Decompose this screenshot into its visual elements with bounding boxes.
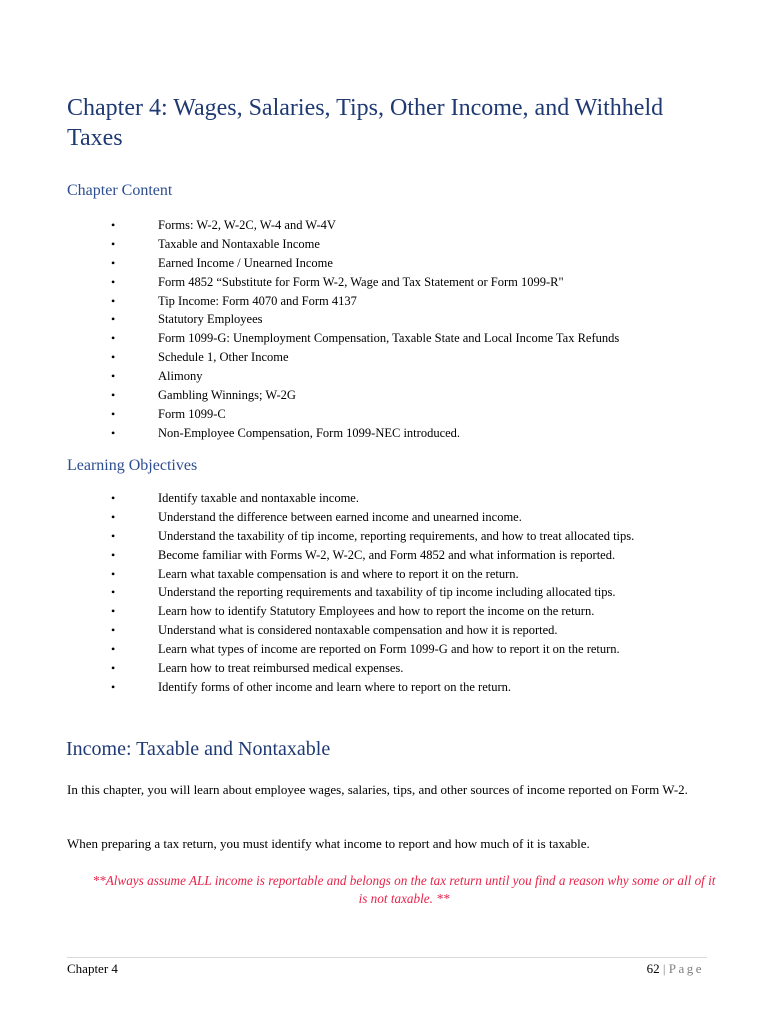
list-item-text: Learn what types of income are reported on Form 1099-G and how to report it on the return. bbox=[158, 642, 620, 657]
bullet-icon: • bbox=[111, 293, 116, 308]
bullet-icon: • bbox=[111, 679, 116, 694]
list-item-text: Schedule 1, Other Income bbox=[158, 350, 289, 365]
list-item bbox=[0, 565, 740, 584]
footer-divider bbox=[67, 957, 707, 958]
list-item bbox=[0, 508, 740, 527]
list-item bbox=[0, 424, 740, 443]
list-item bbox=[0, 405, 740, 424]
list-item-text: Learn how to identify Statutory Employees and how to report the income on the return. bbox=[158, 604, 595, 619]
list-item-text: Forms: W-2, W-2C, W-4 and W-4V bbox=[158, 218, 336, 232]
bullet-icon: • bbox=[111, 528, 116, 543]
bullet-icon: • bbox=[111, 585, 116, 600]
list-item bbox=[0, 386, 740, 405]
footer-page-indicator bbox=[647, 960, 704, 977]
list-item bbox=[0, 235, 740, 254]
list-item-text: Understand the taxability of tip income, reporting requirements, and how to treat allocated tips. bbox=[158, 528, 635, 543]
list-item bbox=[0, 489, 740, 508]
list-item-text: Form 1099-C bbox=[158, 406, 226, 421]
list-item bbox=[0, 348, 740, 367]
list-item-text: Understand what is considered nontaxable compensation and how it is reported. bbox=[158, 623, 558, 638]
chapter-title: Chapter 4: Wages, Salaries, Tips, Other Income, and Withheld Taxes bbox=[67, 95, 664, 151]
list-item-text: Become familiar with Forms W-2, W-2C, and Form 4852 and what information is reported. bbox=[158, 547, 616, 562]
emphasis-note: **Always assume ALL income is reportable and belongs on the tax return until you find a reason why some or all of it is not taxable. ** bbox=[92, 873, 716, 906]
bullet-icon: • bbox=[111, 331, 116, 346]
bullet-icon: • bbox=[111, 491, 116, 505]
footer-separator: | bbox=[662, 961, 666, 976]
intro-paragraph: In this chapter, you will learn about employee wages, salaries, tips, and other sources of income reported on Form W-2. bbox=[67, 782, 688, 797]
bullet-icon: • bbox=[111, 604, 116, 619]
list-item bbox=[0, 254, 740, 273]
bullet-icon: • bbox=[111, 236, 116, 251]
preparation-paragraph: When preparing a tax return, you must identify what income to report and how much of it is taxable. bbox=[67, 836, 590, 851]
bullet-icon: • bbox=[111, 369, 116, 384]
list-item-text: Taxable and Nontaxable Income bbox=[158, 236, 320, 251]
bullet-icon: • bbox=[111, 623, 116, 638]
bullet-icon: • bbox=[111, 388, 116, 403]
list-item bbox=[0, 329, 740, 348]
bullet-icon: • bbox=[111, 566, 116, 581]
list-item-text: Understand the difference between earned income and unearned income. bbox=[158, 509, 522, 524]
list-item-text: Tip Income: Form 4070 and Form 4137 bbox=[158, 293, 357, 308]
list-item bbox=[0, 367, 740, 386]
list-item bbox=[0, 527, 740, 546]
list-item bbox=[0, 546, 740, 565]
list-item-text: Statutory Employees bbox=[158, 312, 263, 327]
list-item-text: Alimony bbox=[158, 369, 203, 384]
bullet-icon: • bbox=[111, 274, 116, 289]
list-item bbox=[0, 640, 740, 659]
bullet-icon: • bbox=[111, 425, 116, 440]
list-item-text: Identify taxable and nontaxable income. bbox=[158, 491, 359, 505]
list-item bbox=[0, 621, 740, 640]
list-item bbox=[0, 310, 740, 329]
bullet-icon: • bbox=[111, 218, 116, 232]
list-item-text: Gambling Winnings; W-2G bbox=[158, 388, 296, 403]
list-item-text: Learn how to treat reimbursed medical expenses. bbox=[158, 661, 404, 676]
list-item-text: Form 4852 “Substitute for Form W-2, Wage and Tax Statement or Form 1099-R" bbox=[158, 274, 564, 289]
list-item bbox=[0, 602, 740, 621]
list-item-text: Non-Employee Compensation, Form 1099-NEC introduced. bbox=[158, 425, 461, 440]
list-item bbox=[0, 583, 740, 602]
page-number: 62 bbox=[646, 961, 660, 976]
list-item bbox=[0, 273, 740, 292]
bullet-icon: • bbox=[111, 547, 116, 562]
learning-objectives-list bbox=[0, 489, 740, 697]
bullet-icon: • bbox=[111, 406, 116, 421]
list-item-text: Form 1099-G: Unemployment Compensation, Taxable State and Local Income Tax Refunds bbox=[158, 331, 620, 346]
bullet-icon: • bbox=[111, 312, 116, 327]
bullet-icon: • bbox=[111, 350, 116, 365]
list-item bbox=[0, 292, 740, 311]
income-section-heading: Income: Taxable and Nontaxable bbox=[66, 738, 331, 760]
list-item bbox=[0, 678, 740, 697]
footer-chapter-label: Chapter 4 bbox=[67, 961, 118, 976]
bullet-icon: • bbox=[111, 661, 116, 676]
learning-objectives-heading: Learning Objectives bbox=[67, 457, 198, 474]
bullet-icon: • bbox=[111, 509, 116, 524]
bullet-icon: • bbox=[111, 642, 116, 657]
list-item bbox=[0, 659, 740, 678]
bullet-icon: • bbox=[111, 255, 116, 270]
chapter-content-list bbox=[0, 216, 740, 443]
list-item-text: Identify forms of other income and learn where to report on the return. bbox=[158, 679, 511, 694]
chapter-content-heading: Chapter Content bbox=[67, 182, 173, 199]
list-item bbox=[0, 216, 740, 235]
list-item-text: Learn what taxable compensation is and where to report it on the return. bbox=[158, 566, 519, 581]
list-item-text: Earned Income / Unearned Income bbox=[158, 255, 333, 270]
list-item-text: Understand the reporting requirements and taxability of tip income including allocated tips. bbox=[158, 585, 616, 600]
footer-page-word: Page bbox=[668, 961, 704, 976]
